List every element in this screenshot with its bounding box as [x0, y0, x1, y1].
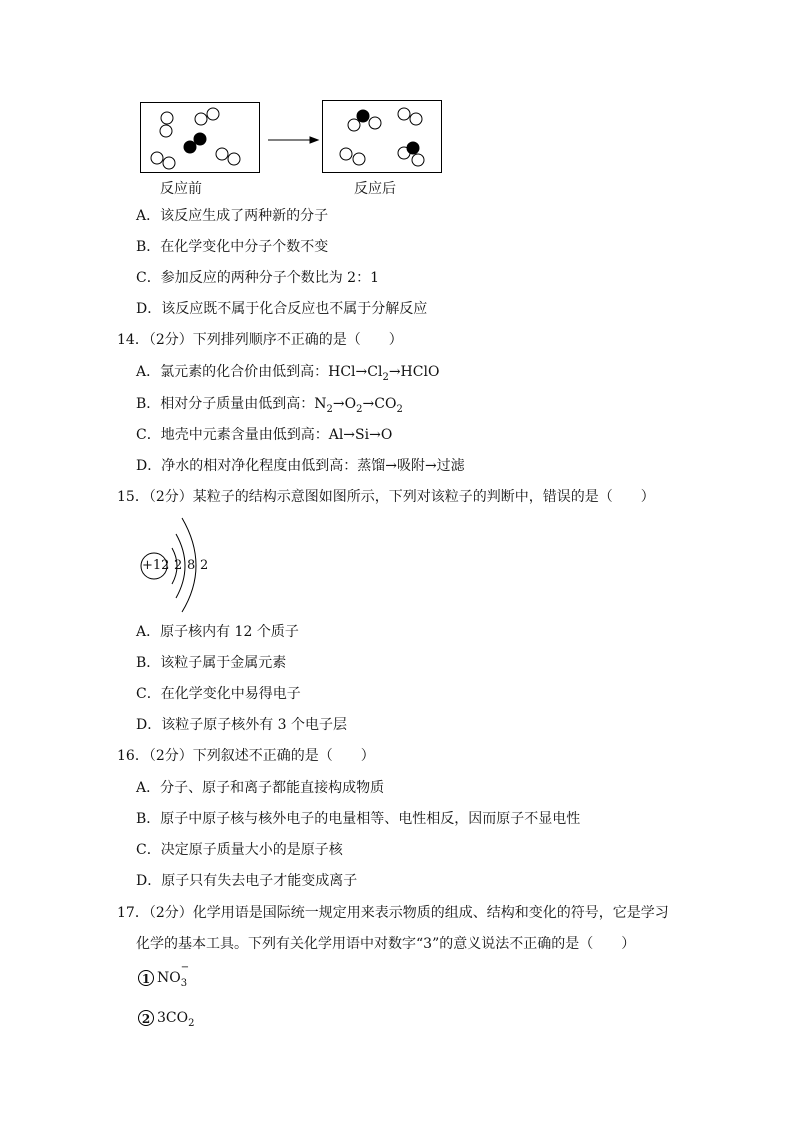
item-number-circle: 2: [138, 1010, 154, 1026]
q15-option-b: B．该粒子属于金属元素: [136, 655, 287, 671]
q16-option-d: D．原子只有失去电子才能变成离子: [136, 873, 358, 889]
after-label: 反应后: [354, 181, 396, 197]
q17-item-1: 1 NO − 3: [138, 968, 189, 988]
q16-option-c: C．决定原子质量大小的是原子核: [136, 842, 343, 858]
q14-option-b: B．相对分子质量由低到高：$N_2\to O_2\to CO_2$: [136, 396, 403, 415]
q16-stem: 16．（2分）下列叙述不正确的是（ ）: [117, 748, 375, 764]
q13-option-d: D．该反应既不属于化合反应也不属于分解反应: [136, 301, 428, 317]
q13-option-c: C．参加反应的两种分子个数比为 2：1: [136, 270, 379, 286]
q14-option-a-text: A．氯元素的化合价由低到高：HCl→Cl: [136, 364, 383, 380]
shell-1-count: 2: [174, 558, 183, 573]
q16-option-a: A．分子、原子和离子都能直接构成物质: [136, 780, 385, 796]
nucleus-charge: +12: [142, 558, 170, 573]
after-molecules: [340, 108, 424, 166]
shell-3-count: 2: [200, 558, 209, 573]
q16-option-b: B．原子中原子核与核外电子的电量相等、电性相反，因而原子不显电性: [136, 811, 581, 827]
q14-option-a: A．氯元素的化合价由低到高：$HCl\to Cl_2\to HClO$: [136, 364, 440, 383]
q17-stem-line1: 17．（2分）化学用语是国际统一规定用来表示物质的组成、结构和变化的符号，它是学习: [117, 905, 669, 921]
q14-option-d: D．净水的相对净化程度由低到高：蒸馏→吸附→过滤: [136, 458, 465, 474]
molecule-drawing: [0, 0, 794, 200]
q15-option-c: C．在化学变化中易得电子: [136, 686, 301, 702]
q17-item-2: 2 $3CO_2$: [138, 1008, 194, 1034]
q15-option-a: A．原子核内有 12 个质子: [136, 624, 299, 640]
q15-stem: 15．（2分）某粒子的结构示意图如图所示，下列对该粒子的判断中，错误的是（ ）: [117, 489, 655, 505]
q14-option-c: C．地壳中元素含量由低到高：Al→Si→O: [136, 427, 393, 443]
reaction-arrow: [268, 137, 318, 143]
q13-option-b: B．在化学变化中分子个数不变: [136, 239, 329, 255]
q14-stem: 14．（2分）下列排列顺序不正确的是（ ）: [117, 332, 403, 348]
before-label: 反应前: [160, 181, 202, 197]
item-number-circle: 1: [138, 970, 154, 986]
shell-2-count: 8: [187, 558, 196, 573]
q15-option-d: D．该粒子原子核外有 3 个电子层: [136, 717, 348, 733]
q13-option-a: A．该反应生成了两种新的分子: [136, 208, 329, 224]
q17-stem-line2: 化学的基本工具。下列有关化学用语中对数字“3”的意义说法不正确的是（ ）: [136, 936, 636, 952]
before-molecules: [151, 108, 240, 169]
